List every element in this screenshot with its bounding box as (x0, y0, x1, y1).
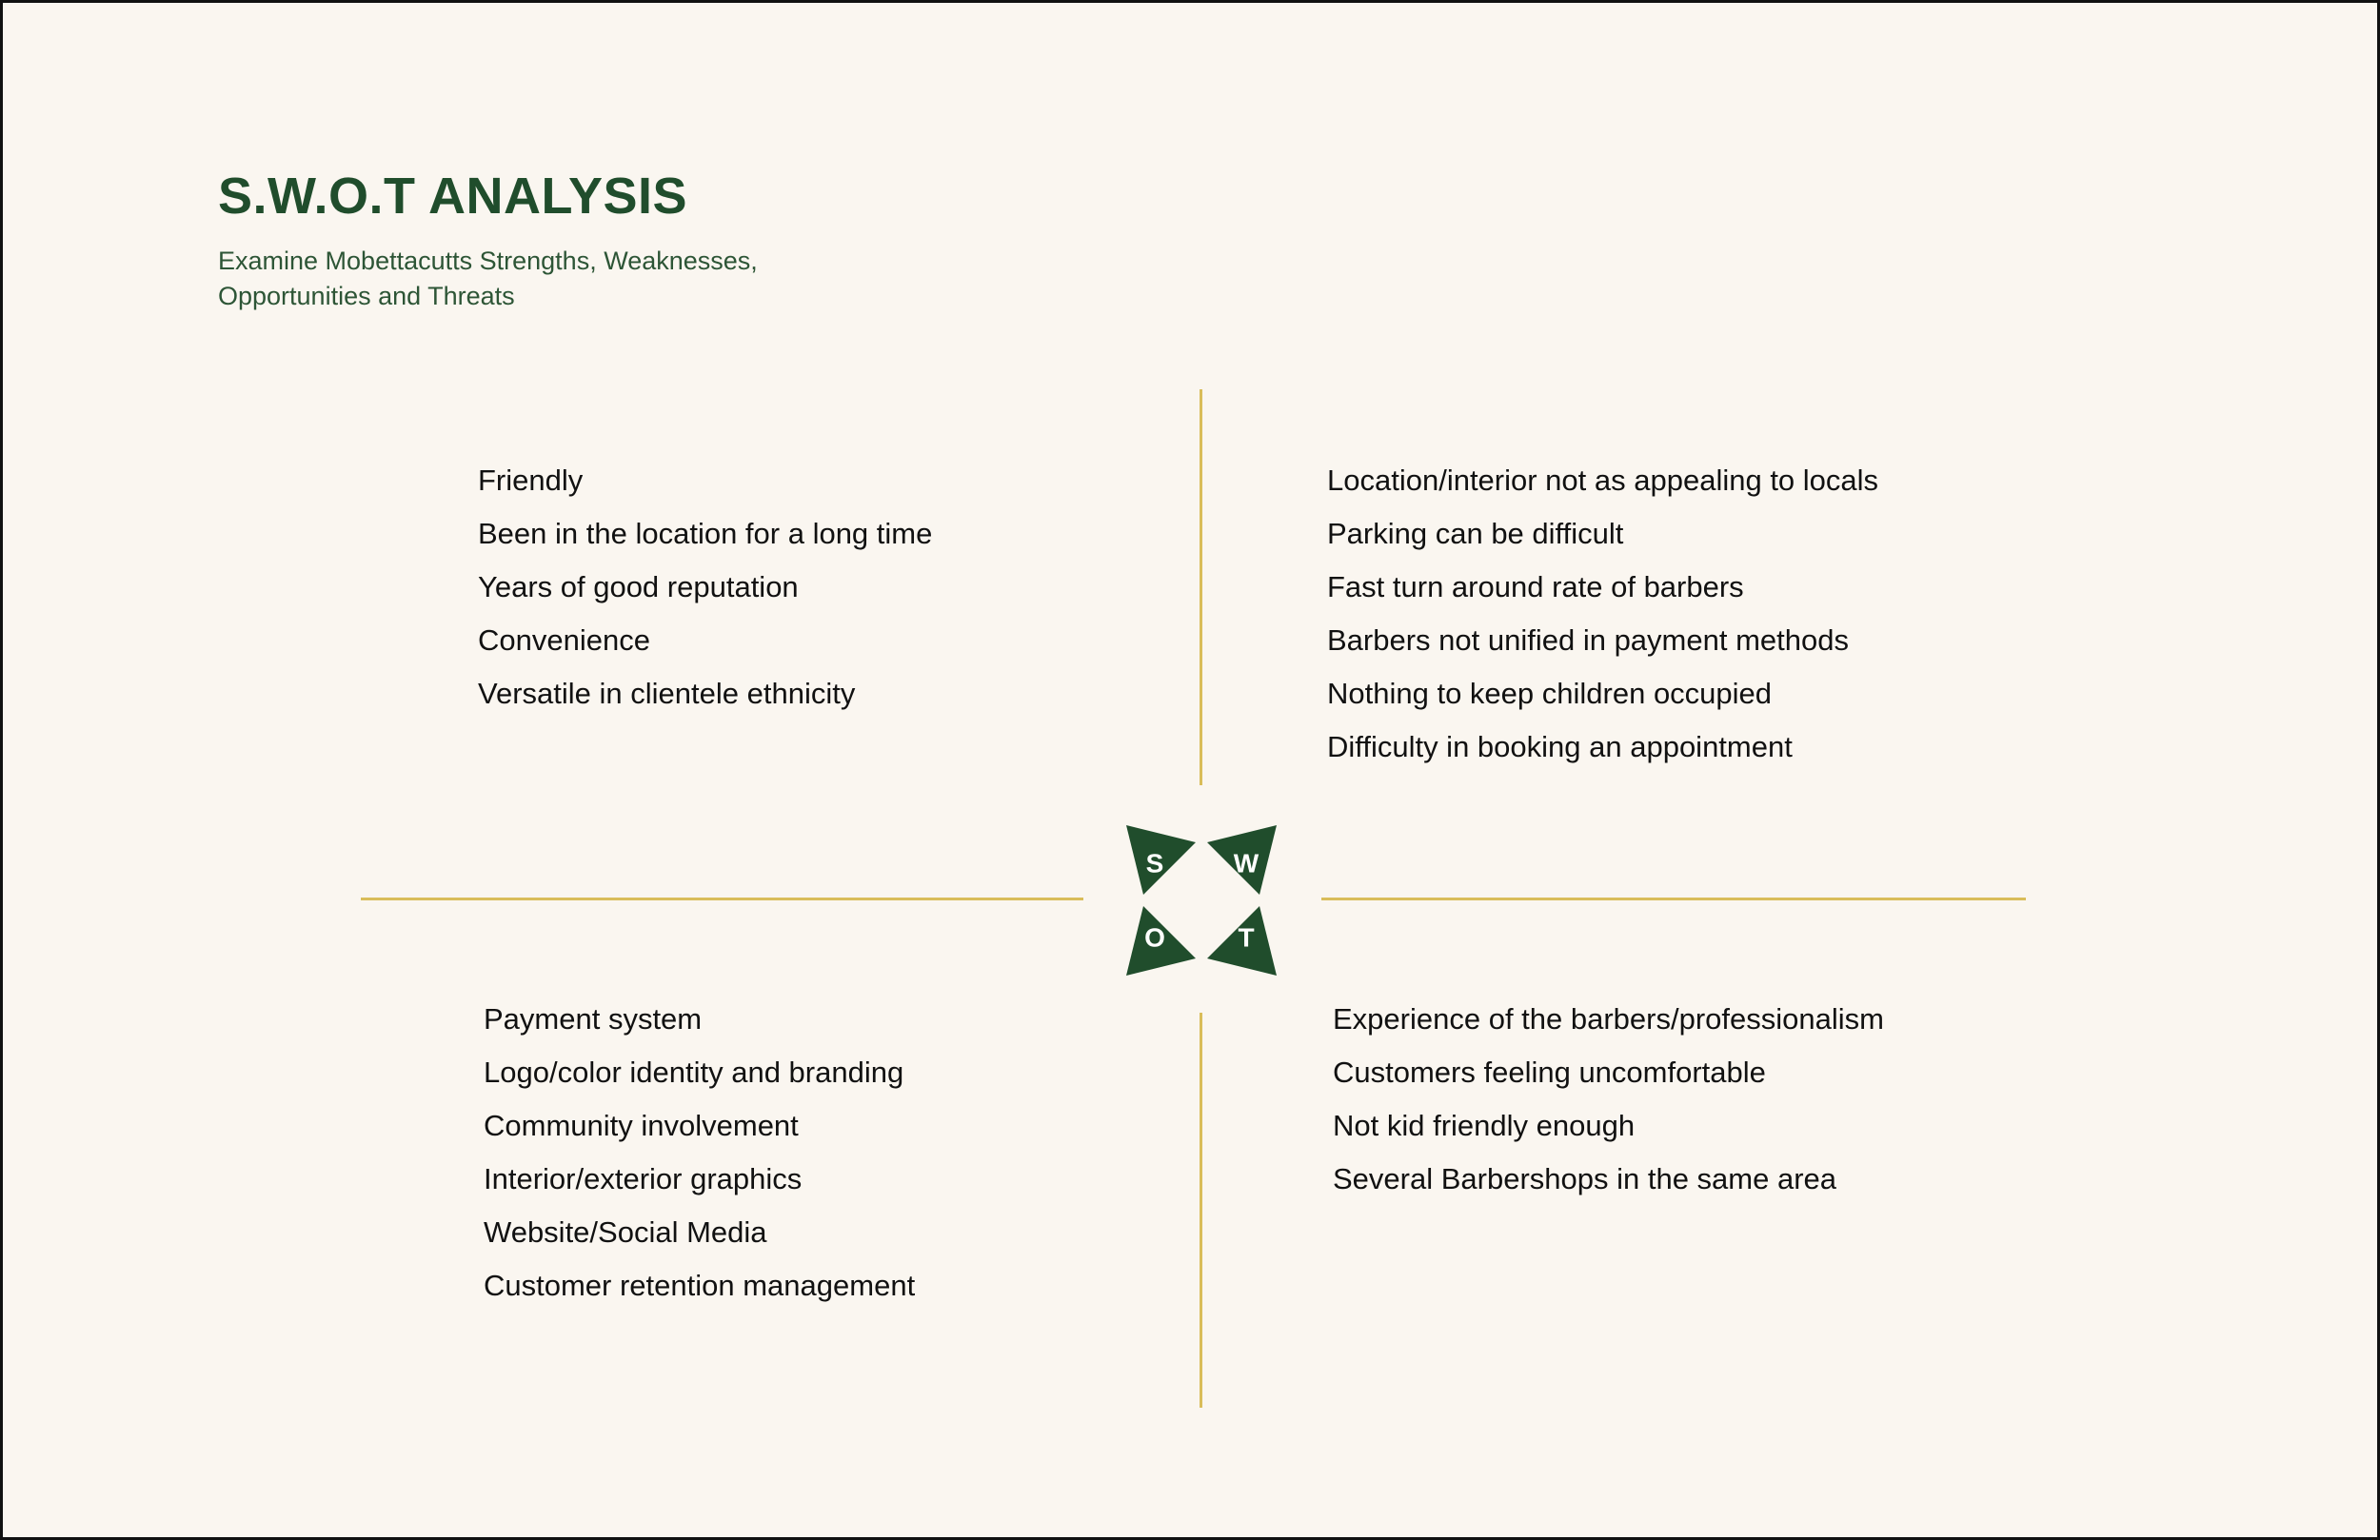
threat-item: Experience of the barbers/professionalism (1333, 1002, 1884, 1036)
weakness-item: Parking can be difficult (1327, 517, 1624, 550)
weakness-item: Nothing to keep children occupied (1327, 677, 1773, 710)
weakness-item: Difficulty in booking an appointment (1327, 730, 1793, 763)
strengths-list (478, 454, 932, 721)
weakness-item: Location/interior not as appealing to locals (1327, 464, 1879, 497)
page-subtitle (218, 244, 903, 314)
opportunity-item: Community involvement (484, 1109, 799, 1142)
divider-horizontal-left (361, 898, 1083, 900)
opportunity-item: Website/Social Media (484, 1215, 767, 1249)
swot-w-letter: W (1233, 848, 1259, 879)
threat-item: Several Barbershops in the same area (1333, 1162, 1837, 1195)
threats-list (1333, 993, 1884, 1206)
opportunity-item: Logo/color identity and branding (484, 1056, 904, 1089)
weakness-item: Fast turn around rate of barbers (1327, 570, 1744, 603)
page-title: S.W.O.T ANALYSIS (218, 168, 688, 225)
strength-item: Friendly (478, 464, 584, 497)
subtitle-line-2: Opportunities and Threats (218, 282, 515, 310)
weakness-item: Barbers not unified in payment methods (1327, 623, 1849, 657)
opportunities-list (484, 993, 915, 1313)
subtitle-line-1: Examine Mobettacutts Strengths, Weaknesses, (218, 247, 758, 275)
weaknesses-list (1327, 454, 1878, 774)
swot-t-letter: T (1238, 922, 1255, 953)
divider-vertical-top (1200, 389, 1202, 785)
strength-item: Convenience (478, 623, 650, 657)
opportunity-item: Interior/exterior graphics (484, 1162, 803, 1195)
swot-center-icon (1124, 823, 1279, 977)
opportunity-item: Payment system (484, 1002, 703, 1036)
swot-o-letter: O (1144, 922, 1165, 953)
strength-item: Versatile in clientele ethnicity (478, 677, 856, 710)
divider-horizontal-right (1321, 898, 2026, 900)
threat-item: Customers feeling uncomfortable (1333, 1056, 1766, 1089)
divider-vertical-bottom (1200, 1013, 1202, 1408)
threat-item: Not kid friendly enough (1333, 1109, 1636, 1142)
swot-s-letter: S (1145, 848, 1164, 879)
strength-item: Been in the location for a long time (478, 517, 933, 550)
strength-item: Years of good reputation (478, 570, 799, 603)
opportunity-item: Customer retention management (484, 1269, 916, 1302)
